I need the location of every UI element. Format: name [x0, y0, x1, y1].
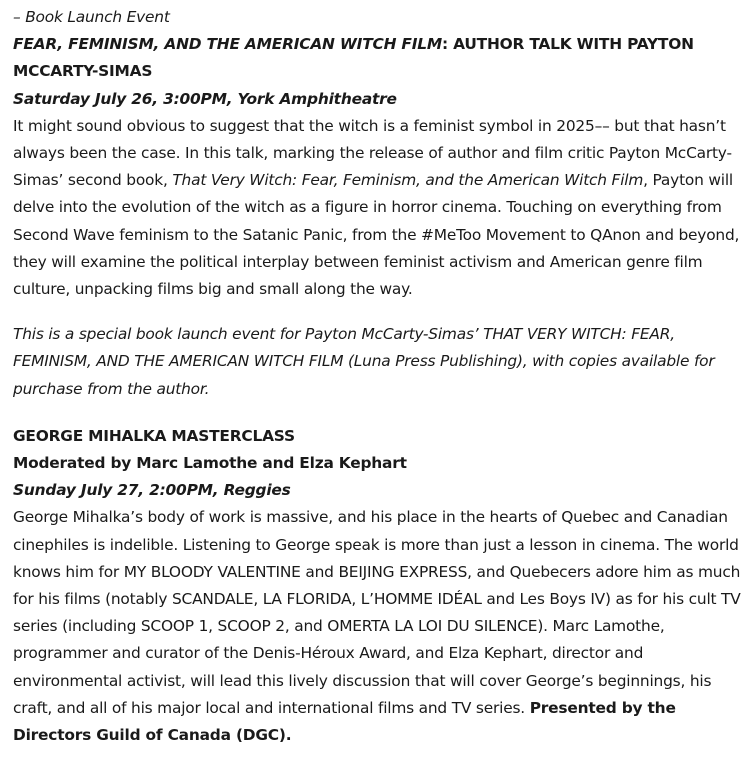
event-tag: – Book Launch Event [13, 8, 170, 26]
masterclass-moderators: Moderated by Marc Lamothe and Elza Kephart [13, 454, 407, 473]
event-description [13, 113, 741, 303]
event-title [13, 31, 741, 85]
event-title-rest: : AUTHOR TALK WITH PAYTON MCCARTY-SIMAS [13, 35, 694, 81]
event-title-italic: FEAR, FEMINISM, AND THE AMERICAN WITCH FILM [13, 35, 442, 54]
section-spacer [13, 403, 741, 423]
event-note: This is a special book launch event for Payton McCarty-Simas’ THAT VERY WITCH: FEAR, FEMINISM, AND THE AMERICAN WITCH FILM (Luna Press Publishing), with copies available for purchase from the author. [13, 325, 715, 398]
masterclass-description [13, 504, 741, 749]
event-datetime: Saturday July 26, 3:00PM, York Amphitheatre [13, 89, 397, 108]
masterclass-title: GEORGE MIHALKA MASTERCLASS [13, 426, 295, 445]
event-description-part2: , Payton will delve into the evolution of the witch as a figure in horror cinema. Touching on everything from Second Wave feminism to the Satanic Panic, from the #MeToo Movement to QAnon and beyond, they will examine the political interplay between feminist activism and American genre film culture, unpacking films big and small along the way. [13, 171, 740, 299]
event-book-title: That Very Witch: Fear, Feminism, and the American Witch Film [172, 171, 644, 190]
masterclass-datetime: Sunday July 27, 2:00PM, Reggies [13, 481, 291, 500]
masterclass-presented-by: Presented by the Directors Guild of Canada (DGC). [13, 698, 676, 745]
masterclass-description-text: George Mihalka’s body of work is massive, and his place in the hearts of Quebec and Canadian cinephiles is indelible. Listening to George speak is more than just a lesson in cinema. The world knows him for MY BLOODY VALENTINE and BEIJING EXPRESS, and Quebecers adore him as much for his films (notably SCANDALE, LA FLORIDA, L’HOMME IDÉAL and Les Boys IV) as for his cult TV series (including SCOOP 1, SCOOP 2, and OMERTA LA LOI DU SILENCE). Marc Lamothe, programmer and curator of the Denis-Héroux Award, and Elza Kephart, director and environmental activist, will lead this lively discussion that will cover George’s beginnings, his craft, and all of his major local and international films and TV series. [13, 508, 741, 717]
event-description-part1: It might sound obvious to suggest that the witch is a feminist symbol in 2025–– but that hasn’t always been the case. In this talk, marking the release of author and film critic Payton McCarty-Simas’ second book, [13, 116, 732, 190]
paragraph-spacer [13, 303, 741, 321]
